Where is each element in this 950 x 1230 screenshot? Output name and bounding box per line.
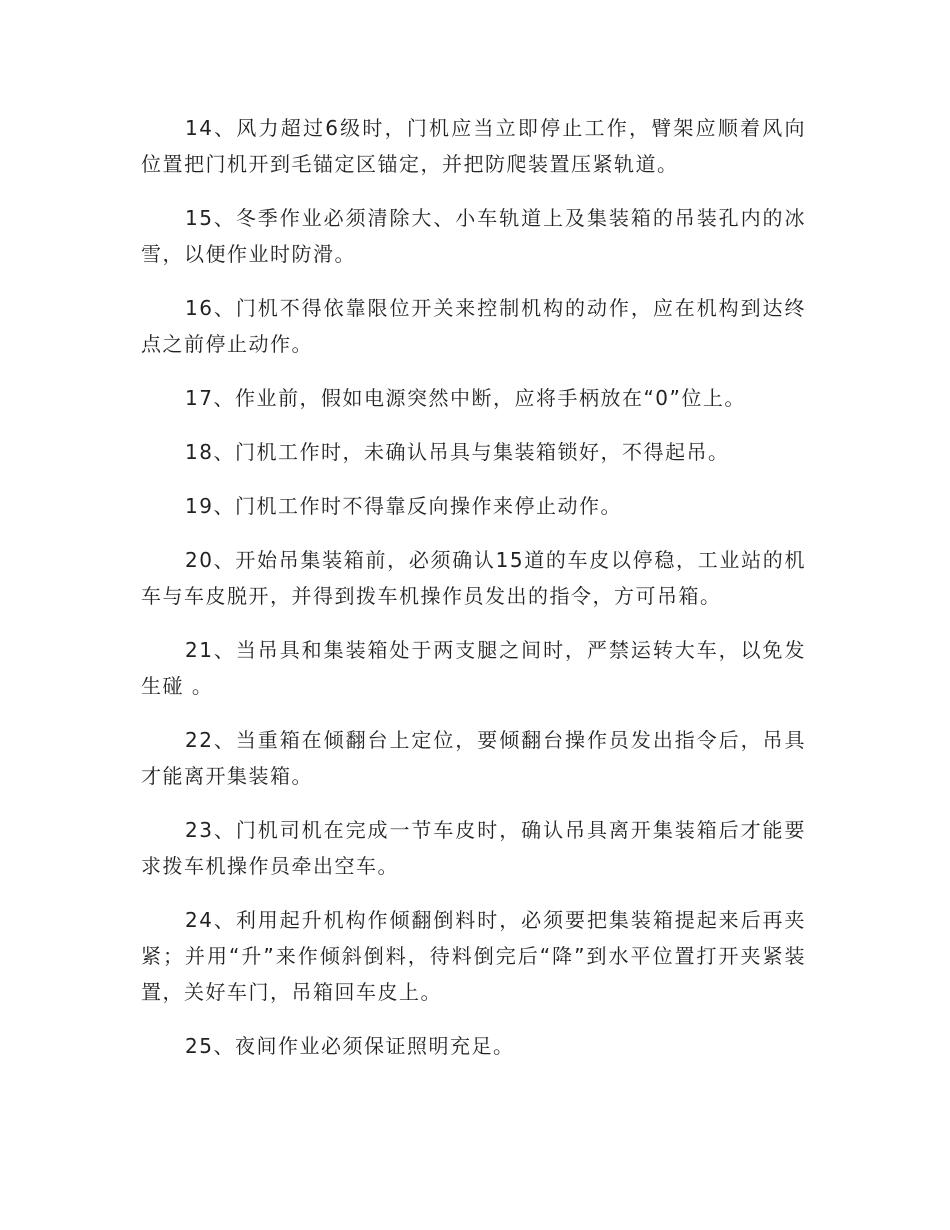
rule-paragraph-14: 14、风力超过6级时，门机应当立即停止工作，臂架应顺着风向位置把门机开到毛锚定区锚定，并把防爬装置压紧轨道。 bbox=[141, 116, 806, 176]
rule-paragraph-16: 16、门机不得依靠限位开关来控制机构的动作，应在机构到达终点之前停止动作。 bbox=[141, 296, 806, 356]
rule-paragraph-18: 18、门机工作时，未确认吊具与集装箱锁好，不得起吊。 bbox=[185, 440, 730, 464]
rule-paragraph-19: 19、门机工作时不得靠反向操作来停止动作。 bbox=[185, 494, 622, 518]
rule-paragraph-25: 25、夜间作业必须保证照明充足。 bbox=[185, 1034, 515, 1058]
rule-paragraph-21: 21、当吊具和集装箱处于两支腿之间时，严禁运转大车，以免发生碰 。 bbox=[141, 638, 806, 698]
rule-paragraph-20: 20、开始吊集装箱前，必须确认15道的车皮以停稳，工业站的机车与车皮脱开，并得到拨车机操作员发出的指令，方可吊箱。 bbox=[141, 548, 806, 608]
rule-paragraph-23: 23、门机司机在完成一节车皮时，确认吊具离开集装箱后才能要求拨车机操作员牵出空车。 bbox=[141, 818, 806, 878]
rule-paragraph-24: 24、利用起升机构作倾翻倒料时，必须要把集装箱提起来后再夹紧；并用“升”来作倾斜倒料，待料倒完后“降”到水平位置打开夹紧装置，关好车门，吊箱回车皮上。 bbox=[141, 908, 806, 1004]
rule-paragraph-22: 22、当重箱在倾翻台上定位，要倾翻台操作员发出指令后，吊具才能离开集装箱。 bbox=[141, 728, 806, 788]
rule-paragraph-17: 17、作业前，假如电源突然中断，应将手柄放在“0”位上。 bbox=[185, 386, 746, 410]
document-body bbox=[141, 110, 806, 1082]
rule-paragraph-15: 15、冬季作业必须清除大、小车轨道上及集装箱的吊装孔内的冰雪，以便作业时防滑。 bbox=[141, 206, 806, 266]
